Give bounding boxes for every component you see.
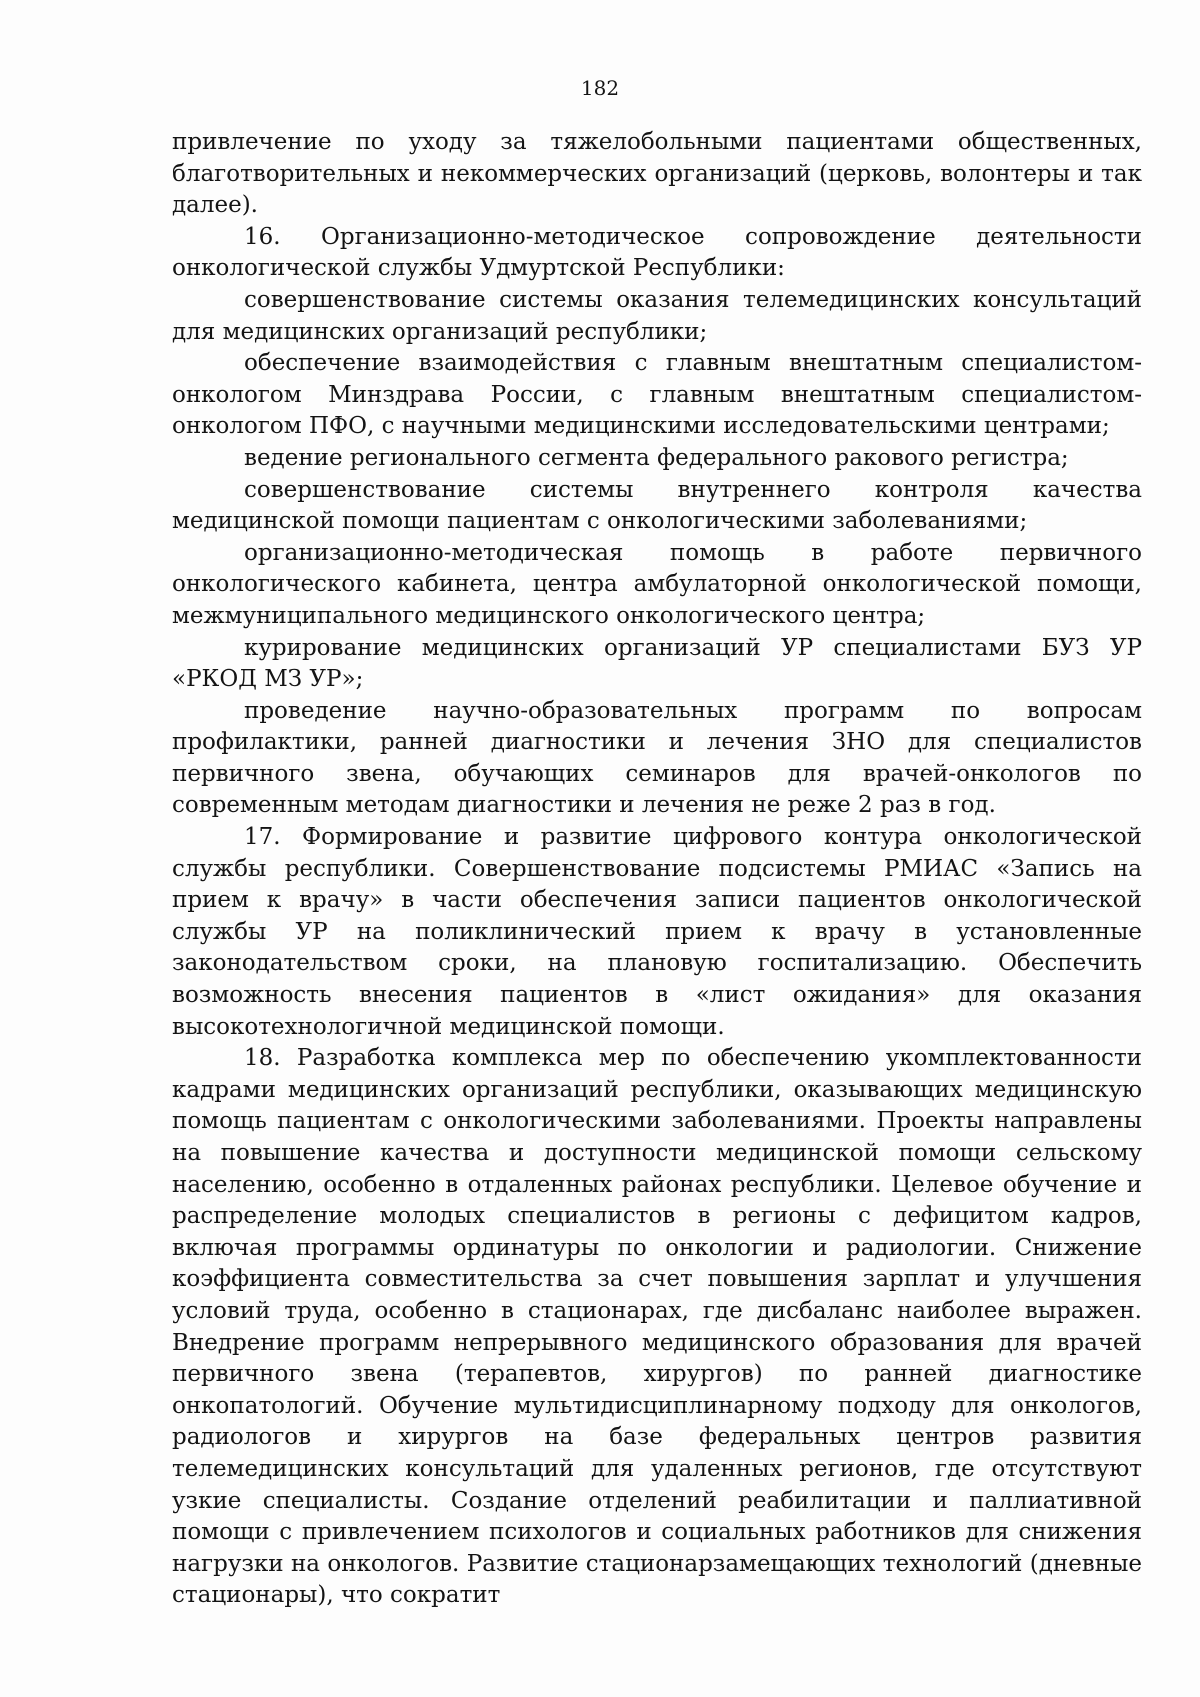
page-number: 182 [580,76,620,100]
paragraph-methodical-help: организационно-методическая помощь в работе первичного онкологического кабинета, центра амбулаторной онкологической помощи, межмуниципального медицинского онкологического центра; [172,539,1142,629]
paragraph-cancer-registry: ведение регионального сегмента федерального ракового регистра; [244,444,1069,471]
paragraph-telemedicine: совершенствование системы оказания телемедицинских консультаций для медицинских организаций республики; [172,286,1142,345]
paragraph-item-18: 18. Разработка комплекса мер по обеспечению укомплектованности кадрами медицинских организаций республики, оказывающих медицинскую помощь пациентам с онкологическими заболеваниями. Проекты направлены на повышение качества и доступности медицинской помощи сельскому населению, особенно в отдаленных районах республики. Целевое обучение и распределение молодых специалистов в регионы с дефицитом кадров, включая программы ординатуры по онкологии и радиологии. Снижение коэффициента совместительства за счет повышения зарплат и улучшения условий труда, особенно в стационарах, где дисбаланс наиболее выражен. Внедрение программ непрерывного медицинского образования для врачей первичного звена (терапевтов, хирургов) по ранней диагностике онкопатологий. Обучение мультидисциплинарному подходу для онкологов, радиологов и хирургов на базе федеральных центров развития телемедицинских консультаций для удаленных регионов, где отсутствуют узкие специалисты. Создание отделений реабилитации и паллиативной помощи с привлечением психологов и социальных работников для снижения нагрузки на онкологов. Развитие стационарзамещающих технологий (дневные стационары), что сократит [172,1045,1142,1609]
paragraph-item-16: 16. Организационно-методическое сопровождение деятельности онкологической службы Удмуртской Республики: [172,223,1142,282]
paragraph-education-programs: проведение научно-образовательных программ по вопросам профилактики, ранней диагностики и лечения ЗНО для специалистов первичного звена, обучающих семинаров для врачей-онкологов по современным методам диагностики и лечения не реже 2 раз в год. [172,697,1142,819]
paragraph-quality-control: совершенствование системы внутреннего контроля качества медицинской помощи пациентам с онкологическими заболеваниями; [172,476,1142,535]
document-body [172,127,1142,1612]
paragraph-continued: привлечение по уходу за тяжелобольными пациентами общественных, благотворительных и некоммерческих организаций (церковь, волонтеры и так далее). [172,129,1142,219]
paragraph-item-17: 17. Формирование и развитие цифрового контура онкологической службы республики. Совершенствование подсистемы РМИАС «Запись на прием к врачу» в части обеспечения записи пациентов онкологической службы УР на поликлинический прием к врачу в установленные законодательством сроки, на плановую госпитализацию. Обеспечить возможность внесения пациентов в «лист ожидания» для оказания высокотехнологичной медицинской помощи. [172,824,1142,1040]
paragraph-supervision: курирование медицинских организаций УР специалистами БУЗ УР «РКОД МЗ УР»; [172,634,1142,693]
paragraph-interaction: обеспечение взаимодействия с главным внештатным специалистом-онкологом Минздрава России, с главным внештатным специалистом-онкологом ПФО, с научными медицинскими исследовательскими центрами; [172,350,1142,440]
